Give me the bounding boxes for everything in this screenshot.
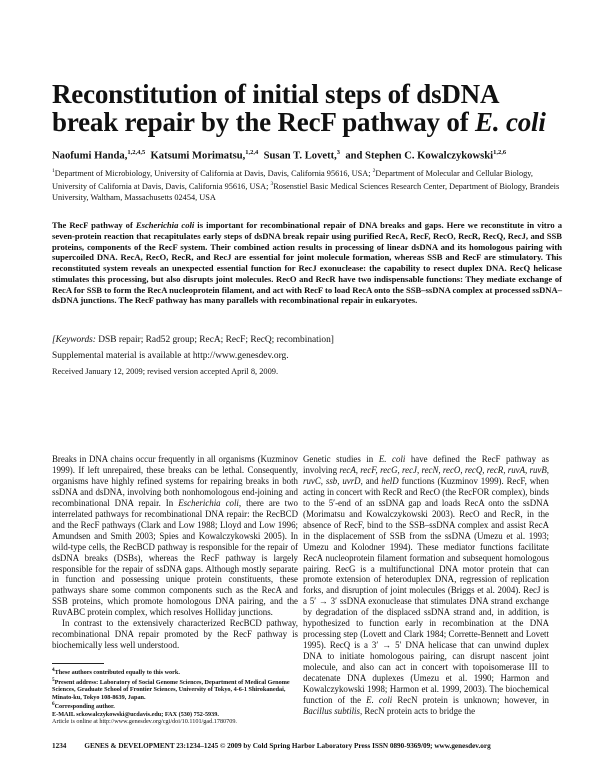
affil-marker: 1 [52,168,55,174]
affil-text: Department of Molecular and Cellular Biology, University of California at Davis, Davis, California 95616, USA; [52,168,533,192]
body-text: Breaks in DNA chains occur frequently in all organisms (Kuzminov 1999). If left unrepaired, these breaks can be lethal. Consequently, organisms have highly refined systems for repairing breaks in both ssDNA and dsDNA, involving both nonhomologous end-joining and recombinational DNA repair. In [52,454,298,508]
body-species: Escherichia coli [178,497,239,508]
body-column-left [52,454,298,651]
author-name: Susan T. Lovett, [263,150,337,162]
affil-marker: 2 [372,168,376,174]
keywords-text: DSB repair; Rad52 group; RecA; RecF; RecQ; recombination] [95,335,334,345]
abstract-text: The RecF pathway of [52,220,136,230]
author-affil-marker: 3 [336,149,341,156]
author-name: and Stephen C. Kowalczykowski [345,150,494,162]
body-paragraph: In contrast to the extensively characterized RecBCD pathway, recombinational DNA repair promoted by the RecF pathway is biochemically less well understood. [52,618,298,651]
page-footer [52,742,552,751]
body-text: have defined the RecF pathway as involving [303,454,550,475]
body-paragraph [303,454,549,717]
footnote-divider [52,663,104,664]
footnote-marker: 5 [52,676,55,683]
abstract-text: is important for recombinational repair of DNA breaks and gaps. Here we reconstitute in vitro a seven-protein reaction that recapitulates early steps of dsDNA break repair using purified RecA, RecF, RecO, RecR, RecQ, RecJ, and SSB proteins, components of the RecF system. Their combined action results in processing of linear dsDNA and its homologous pairing with supercoiled DNA. RecA, RecO, RecR, and RecJ are essential for joint molecule formation, whereas SSB and RecF are stimulatory. This reconstituted system reveals an unexpected essential function for RecJ exonuclease: the capability to resect duplex DNA. RecQ helicase stimulates this processing, but also disrupts joint molecules. RecO and RecR have two indispensable functions: They mediate exchange of RecA for SSB to form the RecA nucleoprotein filament, and act with RecF to load RecA onto the SSB–ssDNA complex at processed ssDNA–dsDNA junctions. The RecF pathway has many parallels with recombinational repair in eukaryotes. [52,220,562,306]
body-paragraph [52,454,298,618]
body-text: RecN protein is unknown; however, in [392,694,549,705]
body-text: functions (Kuzminov 1999). RecF, when acting in concert with RecR and RecO (the RecFOR complex), binds to the 5′-end of an ssDNA gap and loads RecA onto the ssDNA (Morimatsu and Kowalczykowski 2003). RecO and RecR, in the absence of RecF, bind to the SSB–ssDNA complex and assist RecA in the displacement of SSB from the ssDNA (Umezu et al. 1993; Umezu and Kolodner 1994). These mediator functions facilitate RecA nucleoprotein filament formation and subsequent homologous pairing. RecG is a multifunctional DNA motor protein that can promote extension of heteroduplex DNA, regression of replication forks, and disruption of joint molecules (Briggs et al. 2004). RecJ is a 5′ → 3′ ssDNA exonuclease that stimulates DNA strand exchange by degradation of the displaced ssDNA strand and, in addition, is hypothesized to function early in recombination at the DNA processing step (Lovett and Clark 1984; Corrette-Bennett and Lovett 1995). RecQ is a 3′ → 5′ DNA helicase that can unwind duplex DNA to initiate homologous pairing, can disrupt nascent joint molecule, and also can act in concert with topoisomerase III to decatenate DNA duplexes (Umezu et al. 1990; Harmon and Kowalczykowski 1998; Harmon et al. 1999, 2003). The biochemical function of the [303,475,549,705]
title-main: Reconstitution of initial steps of dsDNA break repair by the RecF pathway of [52,79,498,137]
gene-name: helD [381,475,399,486]
gene-list: recA, recF, recG, recJ, recN, recO, recQ, recR, ruvA, ruvB, ruvC, ssb, uvrD, [303,464,549,486]
footnote-text: These authors contributed equally to this work. [54,669,180,677]
affil-text: Rosenstiel Basic Medical Sciences Research Center, Department of Biology, Brandeis University, Waltham, Massachusetts 02454, USA [52,182,560,202]
title-species: E. coli [475,107,546,137]
body-species: E. coli [366,694,393,705]
footnote [52,677,298,702]
author-name: Naofumi Handa, [52,150,128,162]
affiliations [52,166,562,203]
journal-citation: GENES & DEVELOPMENT 23:1234–1245 © 2009 by Cold Spring Harbor Laboratory Press ISSN 0890-9369/09; www.genesdev.org [84,742,491,750]
affil-text: Department of Microbiology, University of California at Davis, Davis, California 95616, USA; [54,168,373,178]
author-name: Katsumi Morimatsu, [150,150,246,162]
body-species: E. coli [378,454,406,464]
page-number: 1234 [52,742,67,750]
footnote-doi: Article is online at http://www.genesdev.org/cgi/doi/10.1101/gad.1780709. [52,718,237,726]
footnote-marker: 4 [52,667,55,673]
footnote [52,667,298,677]
received-dates: Received January 12, 2009; revised version accepted April 8, 2009. [52,367,279,376]
supplemental-note: Supplemental material is available at http://www.genesdev.org. [52,351,289,361]
keywords-label: [Keywords: [52,335,96,345]
body-text: and [362,475,382,486]
footnote-text: Corresponding author. [54,703,115,711]
body-text: , RecN protein acts to bridge the [359,705,476,716]
body-text: Genetic studies in [303,454,379,464]
footnotes [52,667,298,726]
author-affil-marker: 1,2,6 [493,149,507,156]
footnote-text: Present address: Laboratory of Social Genome Sciences, Department of Medical Genome Sciences, Graduate School of Frontier Sciences, University of Tokyo, 4-6-1 Shirokanedai, Minato-ku, Tokyo 108-8639, Japan. [52,678,290,701]
footnote [52,701,298,711]
abstract-species: Escherichia coli [135,220,195,230]
footnote-marker: 6 [52,701,55,708]
body-text: , there are two interrelated pathways for recombinational DNA repair: the RecBCD and the RecF pathways (Clark and Low 1988; Lloyd and Low 1996; Amundsen and Smith 2003; Spies and Kowalczykowski 2005). In wild-type cells, the RecBCD pathway is responsible for the repair of dsDNA breaks (DSBs), whereas the RecF pathway is largely responsible for the repair of ssDNA gaps. Although mostly separate in function and possessing unique protein constituents, these pathways share some common components such as the RecA and SSB proteins, which promote homologous DNA pairing, and the RuvABC protein complex, which resolves Holliday junctions. [52,497,298,618]
keywords [52,334,562,346]
body-species: Bacillus subtilis [303,705,360,716]
footnote-email: E-MAIL sckowalczykowski@ucdavis.edu; FAX (530) 752-5939. [52,710,219,718]
author-list [52,146,562,163]
article-title [52,80,552,136]
author-affil-marker: 1,2,4,5 [127,149,146,156]
author-affil-marker: 1,2,4 [245,149,259,156]
body-column-right [303,454,549,717]
abstract [52,220,562,306]
affil-marker: 3 [270,181,274,188]
